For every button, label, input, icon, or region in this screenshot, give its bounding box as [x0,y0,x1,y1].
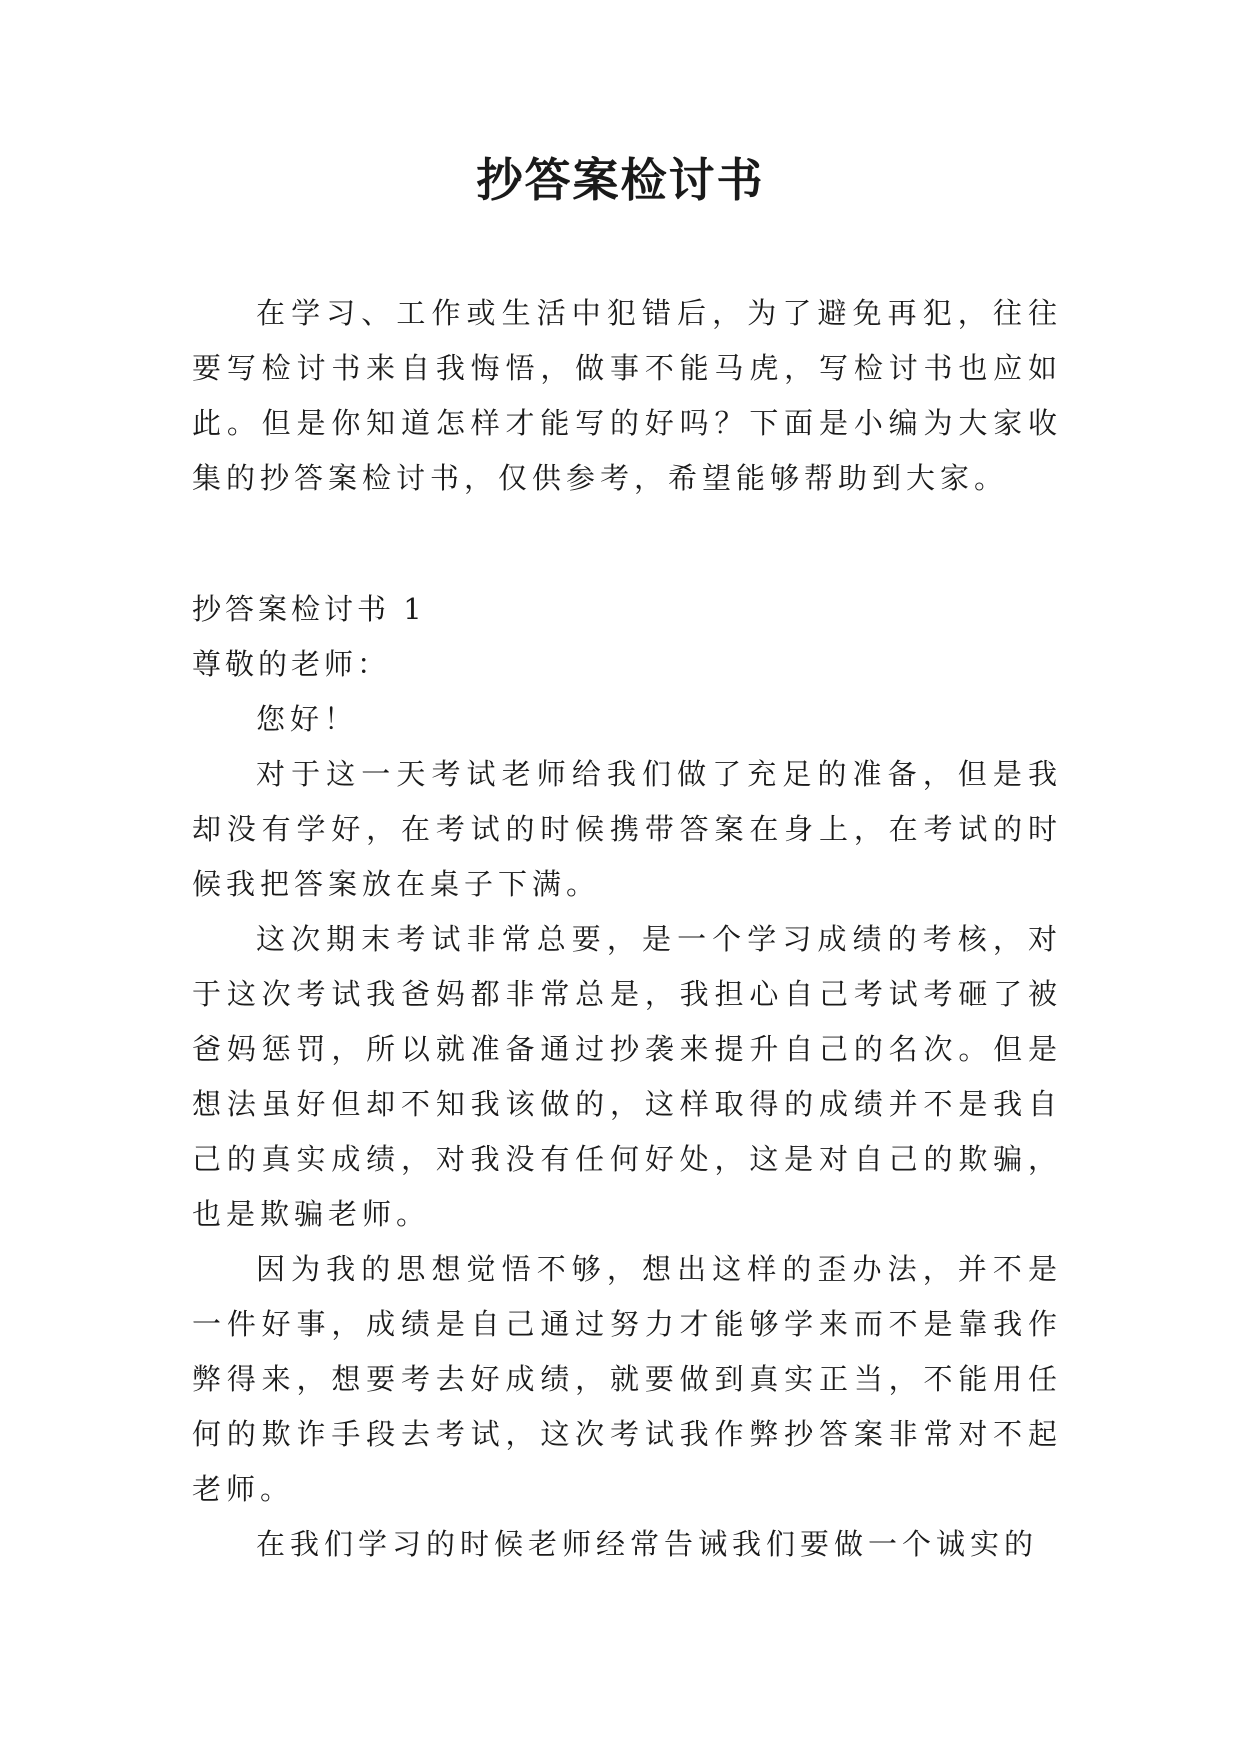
body-paragraph-4: 在我们学习的时候老师经常告诫我们要做一个诚实的 [256,1527,1039,1561]
document-body [192,286,1062,1572]
body-paragraph-2: 这次期末考试非常总要，是一个学习成绩的考核，对于这次考试我爸妈都非常总是，我担心自己考试考砸了被爸妈惩罚，所以就准备通过抄袭来提升自己的名次。但是想法虽好但却不知我该做的，这样取得的成绩并不是我自己的真实成绩，对我没有任何好处，这是对自己的欺骗，也是欺骗老师。 [192,922,1062,1231]
salutation: 尊敬的老师： [192,647,391,681]
section-spacer [192,506,1062,582]
body-paragraph-3: 因为我的思想觉悟不够，想出这样的歪办法，并不是一件好事，成绩是自己通过努力才能够学来而不是靠我作弊得来，想要考去好成绩，就要做到真实正当，不能用任何的欺诈手段去考试，这次考试我作弊抄答案非常对不起老师。 [192,1252,1062,1506]
document-title: 抄答案检讨书 [476,153,765,207]
intro-paragraph: 在学习、工作或生活中犯错后，为了避免再犯，往往要写检讨书来自我悔悟，做事不能马虎，写检讨书也应如此。但是你知道怎样才能写的好吗？下面是小编为大家收集的抄答案检讨书，仅供参考，希望能够帮助到大家。 [192,296,1062,495]
section-heading: 抄答案检讨书 1 [192,592,426,626]
body-paragraph-1: 对于这一天考试老师给我们做了充足的准备，但是我却没有学好，在考试的时候携带答案在身上，在考试的时候我把答案放在桌子下满。 [192,757,1062,901]
greeting: 您好！ [256,702,359,736]
